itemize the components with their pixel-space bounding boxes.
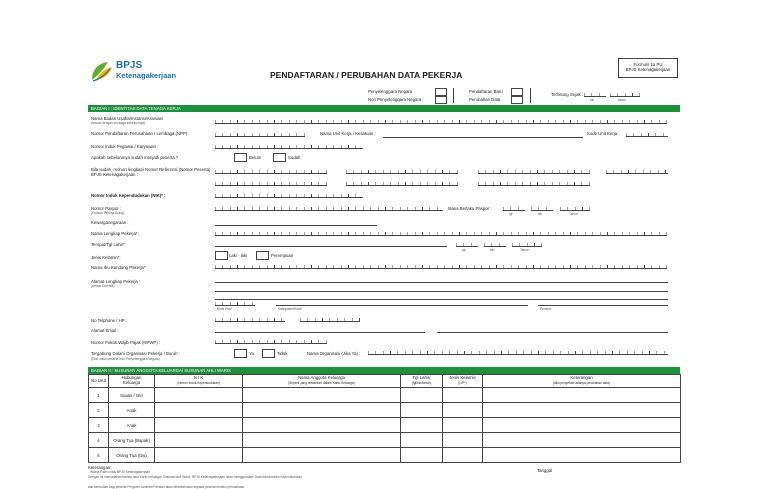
referensi-field-2[interactable]	[346, 170, 458, 174]
referensi-label: Bila sudah, mohon lengkapi Nomor Referensi (Nomor Peserta) BPJS Ketenagakerjaan :	[91, 167, 211, 177]
alamat-line-3[interactable]	[215, 299, 668, 300]
email-field[interactable]	[215, 332, 425, 333]
provinsi-field[interactable]	[538, 305, 668, 306]
tgl-lahir-tahun-field[interactable]	[512, 243, 542, 247]
row-ket-cell[interactable]	[483, 403, 681, 418]
family-table	[88, 374, 681, 463]
keterangan-label: Keterangan:	[88, 465, 112, 470]
penyelenggara-negara-checkbox[interactable]	[435, 88, 447, 96]
divider-vertical	[453, 88, 454, 103]
pendaftaran-baru-checkbox[interactable]	[511, 88, 523, 96]
section-1-header: BAGIAN I : IDENTITAS DATA TENAGA KERJA	[88, 105, 680, 112]
row-jk-cell[interactable]	[443, 433, 483, 448]
col-nama-anggota: Nama Anggota Keluarga (Seperti yang tercantum dalam Kartu Keluarga)	[243, 375, 401, 388]
table-row	[89, 433, 681, 448]
non-penyelenggara-negara-label: Non Penyelenggara Negara	[368, 97, 422, 102]
row-no: 3	[89, 418, 109, 433]
nama-ibu-field[interactable]	[215, 265, 667, 269]
npp-field[interactable]	[215, 133, 305, 137]
provinsi-caption: Provinsi	[540, 307, 552, 311]
row-hubungan: Suami / Istri	[109, 388, 155, 403]
masa-paspor-tgl-field[interactable]	[503, 207, 525, 211]
kode-unit-label: Kode Unit Kerja :	[587, 131, 620, 136]
telepon-label: No Telphone / HP :	[91, 318, 127, 323]
organisasi-ya-checkbox[interactable]	[234, 349, 247, 358]
row-ket-cell[interactable]	[483, 388, 681, 403]
row-nama-cell[interactable]	[243, 448, 401, 463]
row-ket-cell[interactable]	[483, 433, 681, 448]
nama-badan-label: Nama Badan Usaha/Instansi/Asosiasi	[91, 116, 163, 121]
row-no: 5	[89, 448, 109, 463]
terhitung-tahun-caption: tahun	[618, 98, 626, 102]
row-ket-cell[interactable]	[483, 448, 681, 463]
row-nik-cell[interactable]	[155, 418, 243, 433]
family-table-header	[89, 375, 681, 388]
page-title: PENDAFTARAN / PERUBAHAN DATA PEKERJA	[270, 70, 463, 80]
row-jk-cell[interactable]	[443, 403, 483, 418]
email-label: Alamat Email :	[91, 328, 119, 333]
sudah-label: Sudah	[288, 155, 301, 160]
table-row	[89, 448, 681, 463]
col-tgl-lahir: Tgl Lahir/ (tgl/bln/tahun)	[401, 375, 443, 388]
masa-paspor-label: Masa Berlaku Paspor :	[448, 206, 492, 211]
masa-paspor-bln-field[interactable]	[531, 207, 553, 211]
table-row	[89, 388, 681, 403]
tanggal-line[interactable]	[537, 462, 587, 463]
referensi-field-4[interactable]	[606, 170, 668, 174]
keterangan-line-c: dan kemudian bagi peserta Program Jaminan Pensiun akan diberitahukan kepada peserta melalui perusahaan.	[88, 485, 246, 489]
divider-vertical-2	[530, 88, 531, 103]
nama-lengkap-label: Nama Lengkap Pekerja*:	[91, 231, 139, 236]
nik-label: Nomor Induk Kependudukan (NIK)* :	[91, 193, 166, 198]
perubahan-data-label: Perubahan Data	[469, 97, 501, 102]
nik-field[interactable]	[215, 194, 363, 198]
row-hubungan: Anak	[109, 403, 155, 418]
row-tgl-cell[interactable]	[401, 388, 443, 403]
organisasi-note: (Diisi untuk peserta Non Penyelenggara Negara)	[91, 357, 160, 361]
row-nama-cell[interactable]	[243, 388, 401, 403]
nama-lengkap-field[interactable]	[215, 232, 667, 236]
nama-badan-note: (sesuai dengan lembaga sebelumnya)	[91, 121, 146, 125]
referensi-field-6[interactable]	[346, 182, 458, 186]
nama-ibu-label: Nama Ibu Kandung Pekerja*:	[91, 265, 147, 270]
col-hubungan: Hubungan Keluarga	[109, 375, 155, 388]
row-tgl-cell[interactable]	[401, 448, 443, 463]
telepon-field-2[interactable]	[300, 318, 360, 322]
alamat-line-2[interactable]	[215, 291, 668, 292]
terhitung-sejak-tahun-field[interactable]	[610, 93, 640, 97]
row-jk-cell[interactable]	[443, 418, 483, 433]
col-no-urut: No Urut	[89, 375, 109, 388]
non-penyelenggara-negara-checkbox[interactable]	[435, 96, 447, 104]
perempuan-label: Perempuan	[271, 253, 294, 258]
keterangan-line-a: - Warna Putih untuk BPJS Ketenagakerjaan	[88, 470, 150, 474]
kewarganegaraan-field[interactable]	[215, 225, 377, 226]
jenis-kelamin-label: Jenis Kelamin*:	[91, 255, 121, 260]
organisasi-label: Tergabung Dalam Organisasi Pekerja / Buruh :	[91, 351, 180, 356]
nama-unit-field[interactable]	[383, 137, 583, 138]
terhitung-sejak-label: Terhitung Sejak :	[551, 92, 584, 97]
row-tgl-cell[interactable]	[401, 433, 443, 448]
row-nik-cell[interactable]	[155, 403, 243, 418]
keterangan-line-b: Dengan ini menyatakan bahwa data Kartu Keluarga/ Susunan Ahli Waris, BPJS Ketenagakerjaan akan menggunakan Data Administrasi Kependudukan	[88, 475, 302, 479]
alamat-line-1[interactable]	[215, 282, 668, 283]
tgl-lahir-bln-field[interactable]	[484, 243, 506, 247]
logo-ketenagakerjaan-text: Ketenagakerjaan	[116, 71, 177, 80]
kewarganegaraan-label: Kewarganegaraan :	[91, 220, 129, 225]
laki-laki-checkbox[interactable]	[215, 251, 228, 260]
kabupaten-field[interactable]	[276, 305, 528, 306]
row-jk-cell[interactable]	[443, 448, 483, 463]
masa-bln-caption: bln	[538, 212, 543, 216]
row-tgl-cell[interactable]	[401, 418, 443, 433]
perempuan-checkbox[interactable]	[256, 251, 269, 260]
nama-badan-field[interactable]	[215, 120, 667, 124]
row-nik-cell[interactable]	[155, 433, 243, 448]
masa-paspor-tahun-field[interactable]	[560, 207, 590, 211]
alamat-note: (sesuai Domisili)	[91, 284, 115, 288]
col-jenis-kelamin: Jenis Kelamin (L/P*)	[443, 375, 483, 388]
nama-unit-label: Nama Unit Kerja / Kesatuan :	[320, 131, 376, 136]
terhitung-bln-caption: bln	[590, 98, 595, 102]
row-ket-cell[interactable]	[483, 418, 681, 433]
logo-bpjs-text: BPJS	[116, 60, 143, 71]
terhitung-sejak-bln-field[interactable]	[584, 93, 606, 97]
formulir-code: Formulir 1a PU	[633, 62, 663, 67]
ttl-bln-caption: bln	[490, 248, 495, 252]
sudah-checkbox[interactable]	[273, 153, 286, 162]
paspor-field[interactable]	[215, 207, 443, 211]
bpjs-logo	[90, 60, 200, 82]
table-row	[89, 418, 681, 433]
referensi-field-5[interactable]	[215, 182, 327, 186]
formulir-box	[618, 58, 678, 78]
kode-pos-field[interactable]	[215, 302, 255, 306]
email-field-extra[interactable]	[437, 332, 668, 333]
nama-organisasi-field[interactable]	[368, 351, 668, 355]
table-row	[89, 403, 681, 418]
row-hubungan: Orang Tua (Ibu)	[109, 448, 155, 463]
tempat-lahir-field[interactable]	[215, 246, 447, 247]
kode-unit-field[interactable]	[626, 133, 668, 137]
kabupaten-caption: Kabupaten/Kota*	[278, 307, 303, 311]
organisasi-ya-label: Ya	[249, 351, 254, 356]
row-tgl-cell[interactable]	[401, 403, 443, 418]
bpjs-leaf-icon	[90, 60, 114, 82]
organisasi-tidak-checkbox[interactable]	[262, 349, 275, 358]
tanggal-label: Tanggal	[537, 468, 553, 473]
nip-field[interactable]	[215, 145, 363, 149]
belum-checkbox[interactable]	[234, 153, 247, 162]
row-nik-cell[interactable]	[155, 388, 243, 403]
kode-pos-caption: Kode Pos*	[217, 307, 233, 311]
pernah-peserta-label: Apakah sebelumnya sudah menjadi peserta ?	[91, 155, 179, 160]
ttl-label: Tempat/Tgl Lahir*:	[91, 242, 126, 247]
ttl-tgl-caption: tgl	[462, 248, 466, 252]
paspor-note: (Khusus Pekerja Asing)	[91, 211, 125, 215]
tgl-lahir-tgl-field[interactable]	[456, 243, 478, 247]
pendaftaran-baru-label: Pendaftaran Baru	[469, 89, 503, 94]
masa-tahun-caption: Tahun	[569, 212, 578, 216]
organisasi-tidak-label: Tidak	[277, 351, 288, 356]
formulir-org: BPJS Ketenagakerjaan	[625, 67, 671, 72]
col-nik: N I K (Nomor Induk Kependudukan)	[155, 375, 243, 388]
referensi-field-3[interactable]	[478, 170, 590, 174]
npwp-field[interactable]	[215, 340, 327, 344]
section-2-header: BAGIAN II : SUSUNAN ANGGOTA KELUARGA/ SUSUNAN AHLI WARIS	[88, 367, 680, 374]
alamat-label: Alamat Lengkap Pekerja :	[91, 279, 141, 284]
row-no: 2	[89, 403, 109, 418]
perubahan-data-checkbox[interactable]	[511, 96, 523, 104]
row-nama-cell[interactable]	[243, 418, 401, 433]
referensi-field-1[interactable]	[215, 170, 327, 174]
laki-laki-label: Laki - laki	[229, 253, 248, 258]
row-nik-cell[interactable]	[155, 448, 243, 463]
paspor-label: Nomor Paspor :	[91, 206, 122, 211]
penyelenggara-negara-label: Penyelenggara Negara	[368, 89, 413, 94]
row-no: 1	[89, 388, 109, 403]
row-nama-cell[interactable]	[243, 403, 401, 418]
belum-label: Belum	[249, 155, 262, 160]
row-hubungan: Orang Tua (Bapak)	[109, 433, 155, 448]
referensi-field-7[interactable]	[478, 182, 590, 186]
row-nama-cell[interactable]	[243, 433, 401, 448]
npp-label: Nomor Pendaftaran Perusahaan / Lembaga (NPP) :	[91, 131, 190, 136]
row-hubungan: Anak	[109, 418, 155, 433]
row-no: 4	[89, 433, 109, 448]
masa-tgl-caption: tgl	[509, 212, 513, 216]
telepon-field-1[interactable]	[215, 318, 285, 322]
row-jk-cell[interactable]	[443, 388, 483, 403]
col-keterangan: Keterangan (diisi penyebab adanya perubahan data)	[483, 375, 681, 388]
nama-organisasi-label: Nama Organisasi (Jika Ya) :	[307, 351, 361, 356]
npwp-label: Nomor Pokok Wajib Pajak (NPWP) :	[91, 340, 161, 345]
ttl-tahun-caption: Tahun	[520, 248, 529, 252]
nip-label: Nomor Induk Pegawai / Karyawan :	[91, 144, 159, 149]
